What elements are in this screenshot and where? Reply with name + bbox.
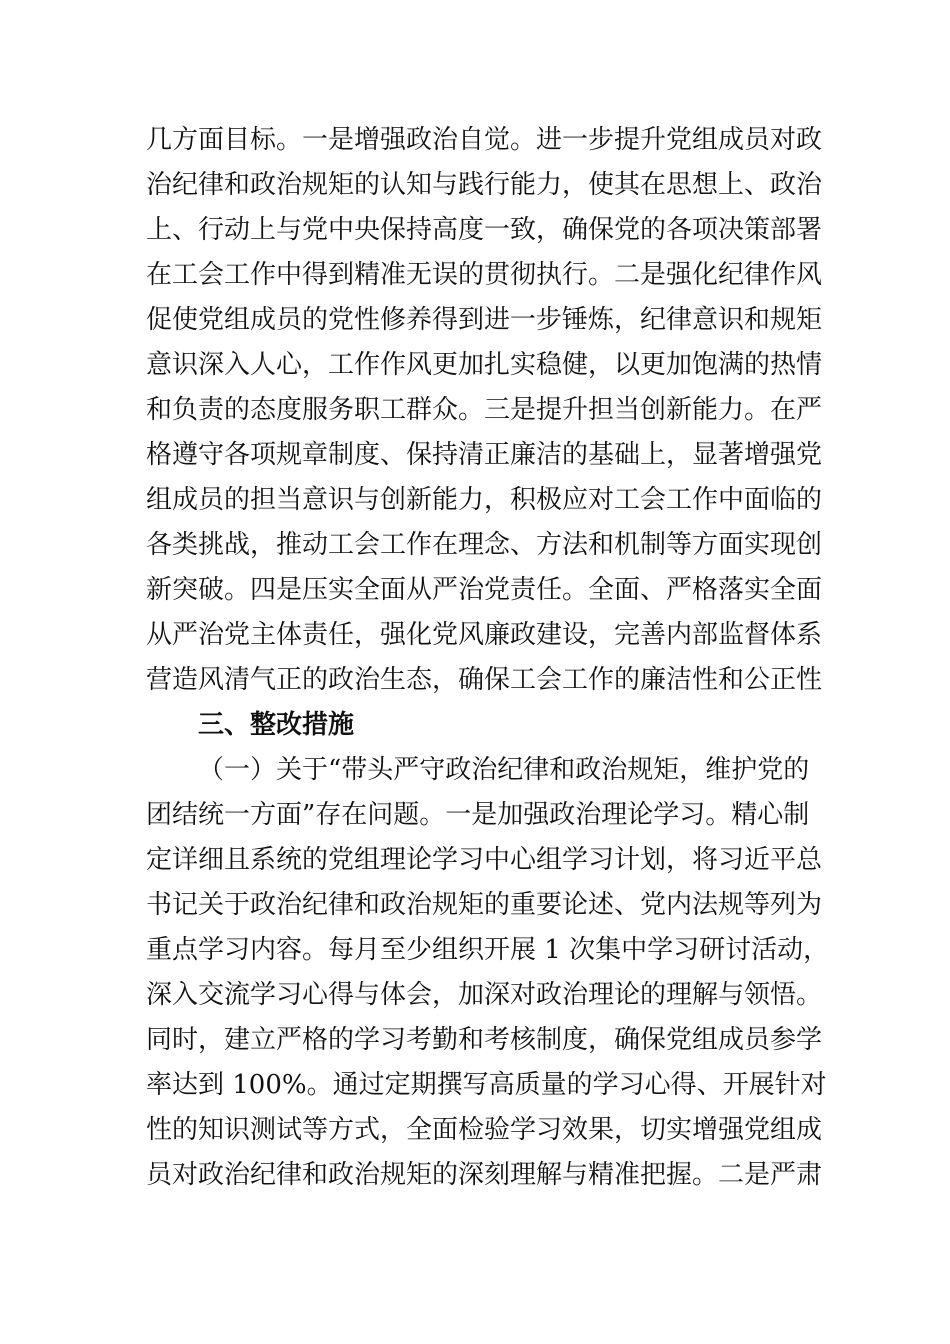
body-text-line: 几方面目标。一是增强政治自觉。进一步提升党组成员对政 [146, 125, 823, 155]
body-text-line: 组成员的担当意识与创新能力，积极应对工会工作中面临的 [146, 485, 823, 515]
body-text-line: 率达到 100%。通过定期撰写高质量的学习心得、开展针对 [146, 1070, 827, 1100]
body-text-line: 格遵守各项规章制度、保持清正廉洁的基础上，显著增强党 [146, 440, 823, 470]
body-text-line: 深入交流学习心得与体会，加深对政治理论的理解与领悟。 [146, 980, 823, 1010]
body-text-line: 上、行动上与党中央保持高度一致，确保党的各项决策部署 [146, 215, 823, 245]
body-text-line: 各类挑战，推动工会工作在理念、方法和机制等方面实现创 [146, 530, 823, 560]
body-text-line: 定详细且系统的党组理论学习中心组学习计划，将习近平总 [146, 845, 823, 875]
body-text-line: 员对政治纪律和政治规矩的深刻理解与精准把握。二是严肃 [146, 1160, 823, 1190]
body-text-line: 团结统一方面”存在问题。一是加强政治理论学习。精心制 [146, 800, 810, 830]
body-text-line: 性的知识测试等方式，全面检验学习效果，切实增强党组成 [146, 1115, 823, 1145]
body-text-line: 和负责的态度服务职工群众。三是提升担当创新能力。在严 [146, 395, 823, 425]
body-text-line: 营造风清气正的政治生态，确保工会工作的廉洁性和公正性 [146, 665, 823, 695]
body-text-line: 从严治党主体责任，强化党风廉政建设，完善内部监督体系 [146, 620, 823, 650]
body-text-line: 重点学习内容。每月至少组织开展 1 次集中学习研讨活动， [146, 935, 830, 965]
body-text-line: 新突破。四是压实全面从严治党责任。全面、严格落实全面 [146, 575, 823, 605]
body-text-line: 促使党组成员的党性修养得到进一步锤炼，纪律意识和规矩 [146, 305, 823, 335]
body-text-line: 意识深入人心，工作作风更加扎实稳健，以更加饱满的热情 [146, 350, 823, 380]
body-text-line: 同时，建立严格的学习考勤和考核制度，确保党组成员参学 [146, 1025, 823, 1055]
body-text-line: 在工会工作中得到精准无误的贯彻执行。二是强化纪律作风 [146, 260, 823, 290]
body-text-line: （一）关于“带头严守政治纪律和政治规矩，维护党的 [198, 755, 810, 785]
body-text-line: 治纪律和政治规矩的认知与践行能力，使其在思想上、政治 [146, 170, 823, 200]
body-text-line: 书记关于政治纪律和政治规矩的重要论述、党内法规等列为 [146, 890, 823, 920]
section-heading: 三、整改措施 [198, 710, 355, 740]
